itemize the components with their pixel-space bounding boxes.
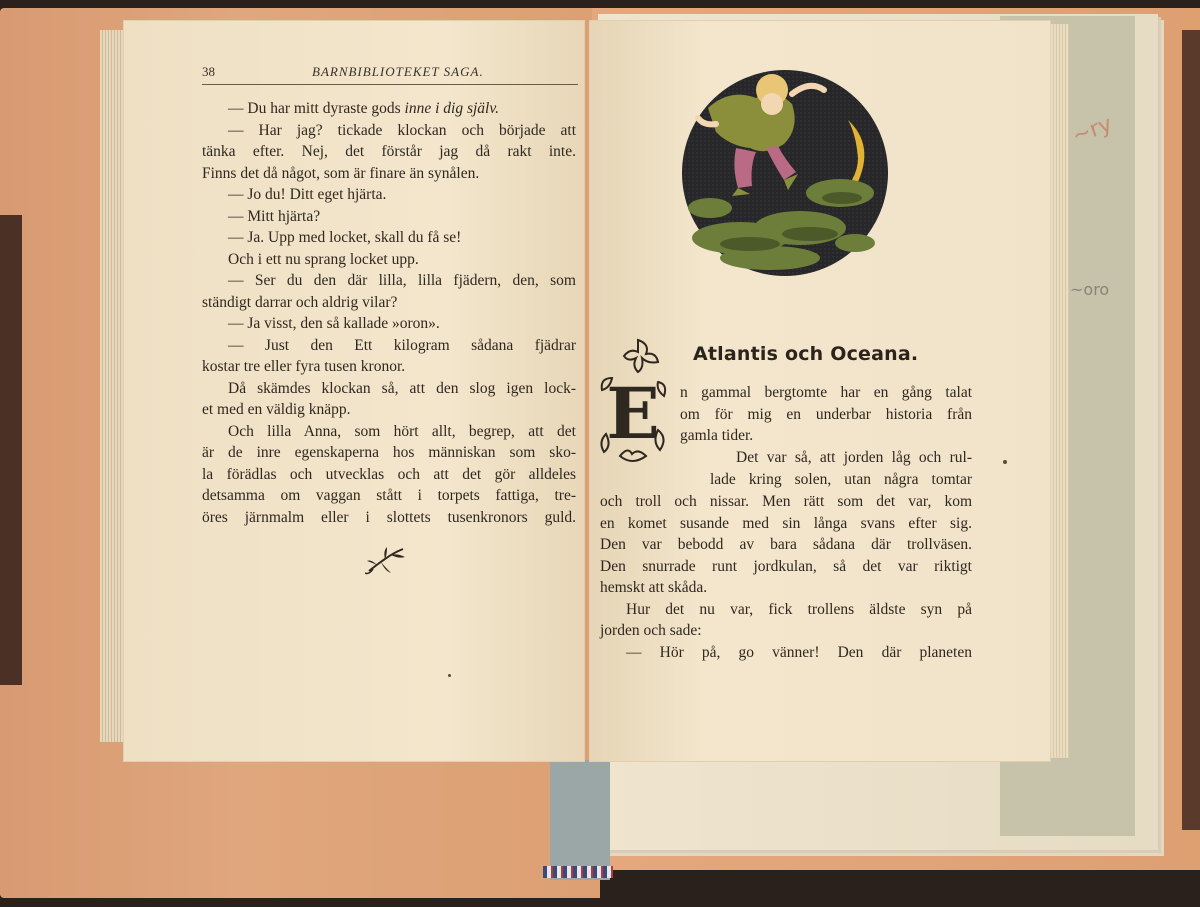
vignette-illustration xyxy=(680,68,890,278)
line-text: detsamma om vaggan stått i torpets fattiga, tre- xyxy=(202,487,576,504)
line-text: ständigt darrar och aldrig vilar? xyxy=(202,293,398,311)
chapter-title: Atlantis och Oceana. xyxy=(693,343,919,365)
line-text: Finns det då något, som är finare än synålen. xyxy=(202,164,480,182)
text-line xyxy=(202,464,576,486)
text-line xyxy=(202,98,576,120)
line-text: — Hör på, go vänner! Den där planeten xyxy=(626,643,972,661)
pencil-mark-2: ~oro xyxy=(1070,280,1110,299)
line-text: gamla tider. xyxy=(680,427,754,444)
text-line xyxy=(600,577,972,599)
text-line xyxy=(710,469,972,491)
text-line xyxy=(600,642,972,664)
line-text: n gammal bergtomte har en gång talat xyxy=(680,384,972,401)
line-text: — Just den Ett kilogram sådana fjädrar xyxy=(228,336,576,354)
decorated-dropcap xyxy=(598,338,668,466)
text-line xyxy=(202,442,576,464)
headband xyxy=(543,866,613,878)
page-edges-left xyxy=(100,30,124,742)
line-text: — Har jag? tickade klockan och började att xyxy=(228,121,576,139)
page-edges-right xyxy=(1051,24,1069,758)
paper-speck xyxy=(1003,460,1007,464)
left-page-text xyxy=(202,98,576,528)
line-text: — Ja visst, den så kallade »oron». xyxy=(228,315,440,332)
book-spine xyxy=(550,760,610,880)
line-text: om för mig en underbar historia från xyxy=(680,405,972,423)
text-line xyxy=(202,313,576,335)
text-line xyxy=(202,378,576,400)
page-number: 38 xyxy=(202,64,215,79)
line-text: och troll och nissar. Men rätt som det var, kom xyxy=(600,493,972,510)
cover-right-edge xyxy=(1182,30,1200,830)
right-text-mid xyxy=(710,447,972,490)
text-line xyxy=(600,534,972,556)
text-line xyxy=(680,404,972,426)
line-text: Och lilla Anna, som hört allt, begrep, att det xyxy=(228,422,576,440)
text-line xyxy=(600,599,972,621)
line-text: hemskt att skåda. xyxy=(600,579,708,596)
fleuron-ornament xyxy=(365,545,407,577)
line-text: la förädlas och utvecklas och att det gör alldeles xyxy=(202,465,576,483)
line-text: Den var bebodd av bara sådana där trollväsen. xyxy=(600,536,972,553)
paper-speck xyxy=(448,674,451,677)
text-line xyxy=(202,507,576,529)
running-title: BARNBIBLIOTEKET SAGA. xyxy=(312,64,484,79)
line-text: jorden och sade: xyxy=(600,622,702,639)
right-text-full xyxy=(600,491,972,663)
text-line xyxy=(202,184,576,206)
svg-text:E: E xyxy=(606,372,660,455)
line-text: Hur det nu var, fick trollens äldste syn på xyxy=(626,600,972,618)
right-text-narrow xyxy=(680,382,972,447)
text-line xyxy=(202,206,576,228)
text-line xyxy=(710,447,972,469)
text-line xyxy=(202,270,576,292)
line-text: Den snurrade runt jordkulan, så det var riktigt xyxy=(600,557,972,575)
line-text: — Ja. Upp med locket, skall du få se! xyxy=(228,229,462,246)
line-text: lade kring solen, utan några tomtar xyxy=(710,470,972,488)
text-line xyxy=(680,382,972,404)
text-line xyxy=(202,227,576,249)
line-text: Och i ett nu sprang locket upp. xyxy=(228,250,419,268)
text-line xyxy=(600,513,972,535)
text-line xyxy=(600,556,972,578)
line-text: — Ser du den där lilla, lilla fjädern, den, som xyxy=(228,272,576,289)
line-text: är de inre egenskaperna hos människan som sko- xyxy=(202,444,576,461)
line-text: Det var så, att jorden låg och rul- xyxy=(736,449,972,466)
text-line xyxy=(202,249,576,271)
line-text: kostar tre eller fyra tusen kronor. xyxy=(202,358,406,375)
line-text: — Du har mitt dyraste gods xyxy=(228,100,405,117)
line-text: öres järnmalm eller i slottets tusenkronors guld. xyxy=(202,508,576,526)
text-line xyxy=(202,335,576,357)
text-line xyxy=(202,120,576,142)
line-text: et med en väldig knäpp. xyxy=(202,401,351,418)
line-italic: inne i dig själv. xyxy=(404,100,499,117)
text-line xyxy=(202,356,576,378)
text-line xyxy=(202,163,576,185)
text-line xyxy=(202,292,576,314)
pencil-mark: ~ry xyxy=(1068,111,1116,150)
text-line xyxy=(600,491,972,513)
text-line xyxy=(600,620,972,642)
line-text: — Jo du! Ditt eget hjärta. xyxy=(228,186,387,203)
line-text: tänka efter. Nej, det förstår jag då rakt inte. xyxy=(202,143,576,160)
line-text: — Mitt hjärta? xyxy=(228,207,321,225)
running-header xyxy=(202,64,578,85)
text-line xyxy=(202,485,576,507)
cover-spine-edge xyxy=(0,215,22,685)
text-line xyxy=(202,421,576,443)
text-line xyxy=(680,425,972,447)
text-line xyxy=(202,399,576,421)
line-text: en komet susande med sin långa svans efter sig. xyxy=(600,514,972,532)
text-line xyxy=(202,141,576,163)
line-text: Då skämdes klockan så, att den slog igen lock- xyxy=(228,379,576,397)
